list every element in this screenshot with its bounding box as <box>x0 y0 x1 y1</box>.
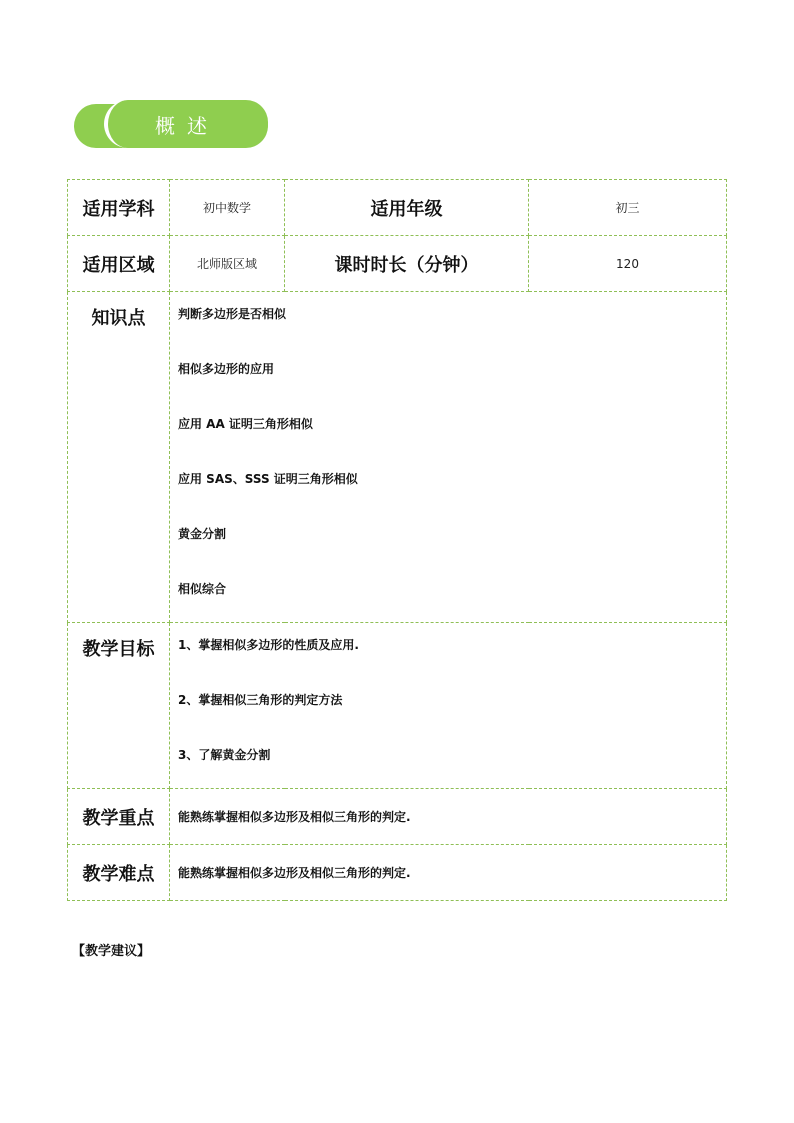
difficulty-label: 教学难点 <box>68 845 170 901</box>
duration-label: 课时时长（分钟） <box>285 236 529 292</box>
table-row <box>68 623 727 789</box>
region-label: 适用区域 <box>68 236 170 292</box>
duration-value: 120 <box>529 236 727 292</box>
list-item: 应用 SAS、SSS 证明三角形相似 <box>178 472 358 486</box>
table-row <box>68 292 727 623</box>
table-row <box>68 180 727 236</box>
difficulty-value: 能熟练掌握相似多边形及相似三角形的判定. <box>170 845 727 901</box>
table-row <box>68 789 727 845</box>
subject-label: 适用学科 <box>68 180 170 236</box>
list-item: 2、掌握相似三角形的判定方法 <box>178 693 343 707</box>
list-item: 判断多边形是否相似 <box>178 307 287 321</box>
list-item: 黄金分割 <box>178 527 227 541</box>
grade-label: 适用年级 <box>285 180 529 236</box>
table-row <box>68 845 727 901</box>
section-banner <box>104 100 268 148</box>
subject-value: 初中数学 <box>170 180 285 236</box>
key-label: 教学重点 <box>68 789 170 845</box>
region-value: 北师版区域 <box>170 236 285 292</box>
teaching-advice-heading: 【教学建议】 <box>72 944 151 959</box>
list-item: 应用 AA 证明三角形相似 <box>178 417 313 431</box>
overview-table <box>67 179 727 901</box>
grade-value: 初三 <box>529 180 727 236</box>
goals-label: 教学目标 <box>68 623 170 789</box>
list-item: 1、掌握相似多边形的性质及应用. <box>178 638 359 652</box>
table-row <box>68 236 727 292</box>
goals-list <box>170 623 727 789</box>
knowledge-label: 知识点 <box>68 292 170 623</box>
list-item: 相似综合 <box>178 582 227 596</box>
knowledge-list <box>170 292 727 623</box>
key-value: 能熟练掌握相似多边形及相似三角形的判定. <box>170 789 727 845</box>
list-item: 3、了解黄金分割 <box>178 748 271 762</box>
section-title: 概述 <box>155 113 219 138</box>
list-item: 相似多边形的应用 <box>178 362 275 376</box>
